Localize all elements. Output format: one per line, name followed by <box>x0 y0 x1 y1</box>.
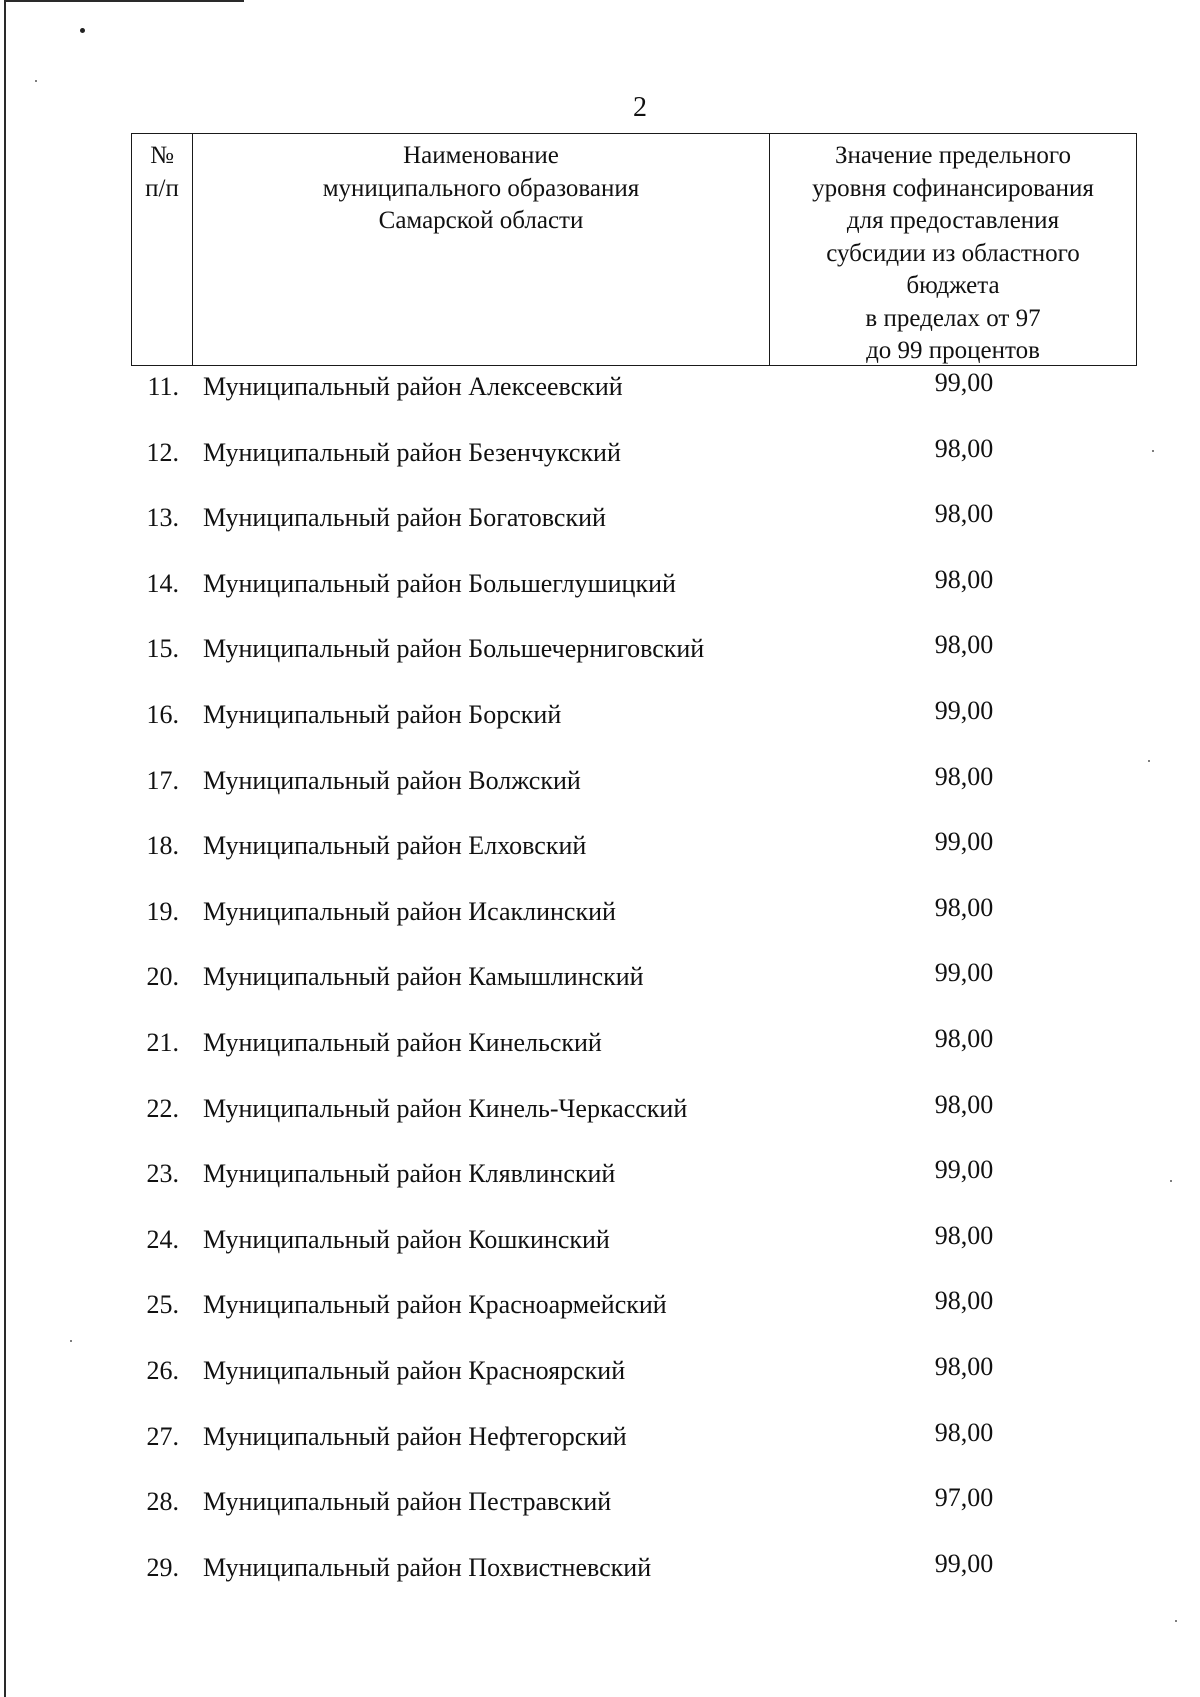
table-row <box>131 954 1137 1020</box>
row-number: 17. <box>146 765 179 795</box>
row-number: 13. <box>146 503 179 533</box>
scan-speck <box>1148 760 1150 762</box>
row-municipality-name: Муниципальный район Большеглушицкий <box>203 568 676 598</box>
table-row <box>131 1217 1137 1283</box>
table-row <box>131 1545 1137 1611</box>
header-line: уровня софинансирования <box>812 174 1094 202</box>
row-number: 12. <box>146 437 179 467</box>
row-municipality-name: Муниципальный район Кинельский <box>203 1027 602 1057</box>
row-number: 16. <box>146 699 179 729</box>
table-row <box>131 692 1137 758</box>
header-line: Значение предельного <box>834 142 1072 169</box>
page-top-edge <box>4 0 244 2</box>
row-municipality-name: Муниципальный район Клявлинский <box>203 1159 616 1189</box>
table-row <box>131 495 1137 561</box>
row-number: 15. <box>146 634 179 664</box>
table-row <box>131 364 1137 430</box>
row-number: 28. <box>146 1487 179 1517</box>
scan-speck <box>1152 450 1154 452</box>
table-row <box>131 1348 1137 1414</box>
row-cofinancing-value: 99,00 <box>934 1548 994 1578</box>
scan-speck <box>70 1340 72 1342</box>
row-cofinancing-value: 98,00 <box>934 564 994 594</box>
row-number: 19. <box>146 896 179 926</box>
table-row <box>131 1282 1137 1348</box>
table-row <box>131 1151 1137 1217</box>
header-line: Самарской области <box>378 207 584 234</box>
header-line: № <box>150 142 174 169</box>
table-row <box>131 430 1137 496</box>
row-cofinancing-value: 98,00 <box>934 1417 994 1447</box>
row-number: 24. <box>146 1224 179 1254</box>
table-row <box>131 823 1137 889</box>
row-municipality-name: Муниципальный район Алексеевский <box>203 372 623 401</box>
table-body <box>131 364 1137 1610</box>
row-municipality-name: Муниципальный район Красноярский <box>203 1355 626 1385</box>
row-number: 29. <box>146 1552 179 1582</box>
row-number: 22. <box>146 1093 179 1123</box>
row-number: 26. <box>146 1355 179 1385</box>
table-row <box>131 561 1137 627</box>
row-cofinancing-value: 99,00 <box>934 958 994 988</box>
header-col-value <box>770 134 1136 365</box>
row-cofinancing-value: 98,00 <box>934 761 994 791</box>
scan-speck <box>35 80 37 82</box>
scan-speck <box>1170 1180 1172 1182</box>
header-line: бюджета <box>906 272 1000 299</box>
row-cofinancing-value: 98,00 <box>934 499 994 529</box>
header-line: Наименование <box>403 142 559 169</box>
row-municipality-name: Муниципальный район Красноармейский <box>203 1290 667 1320</box>
table-row <box>131 1414 1137 1480</box>
row-municipality-name: Муниципальный район Богатовский <box>203 503 606 533</box>
table-row <box>131 626 1137 692</box>
header-line: субсидии из областного <box>826 239 1080 267</box>
table-row <box>131 1479 1137 1545</box>
row-municipality-name: Муниципальный район Пестравский <box>203 1487 612 1517</box>
row-cofinancing-value: 99,00 <box>934 827 994 857</box>
row-cofinancing-value: 99,00 <box>934 695 994 725</box>
row-number: 20. <box>146 962 179 992</box>
row-number: 25. <box>146 1290 179 1320</box>
row-municipality-name: Муниципальный район Елховский <box>203 831 587 861</box>
row-municipality-name: Муниципальный район Кошкинский <box>203 1224 610 1254</box>
table-row <box>131 889 1137 955</box>
row-municipality-name: Муниципальный район Волжский <box>203 765 581 795</box>
row-municipality-name: Муниципальный район Кинель-Черкасский <box>203 1093 688 1123</box>
row-number: 23. <box>146 1159 179 1189</box>
row-cofinancing-value: 98,00 <box>934 1351 994 1381</box>
row-number: 27. <box>146 1421 179 1451</box>
row-number: 14. <box>146 568 179 598</box>
row-number: 11. <box>147 372 179 401</box>
page-number: 2 <box>633 92 647 123</box>
row-municipality-name: Муниципальный район Нефтегорский <box>203 1421 627 1451</box>
page-left-edge <box>4 0 6 1697</box>
table-row <box>131 758 1137 824</box>
row-municipality-name: Муниципальный район Большечерниговский <box>203 634 705 664</box>
row-cofinancing-value: 97,00 <box>934 1483 994 1513</box>
header-col-name <box>193 134 770 365</box>
scan-speck <box>1175 1620 1177 1622</box>
header-col-number <box>132 134 193 365</box>
row-cofinancing-value: 99,00 <box>934 1155 994 1185</box>
row-number: 21. <box>146 1027 179 1057</box>
row-municipality-name: Муниципальный район Безенчукский <box>203 437 621 467</box>
row-cofinancing-value: 98,00 <box>934 1220 994 1250</box>
row-cofinancing-value: 98,00 <box>934 630 994 660</box>
header-line: для предоставления <box>846 207 1060 234</box>
table-row <box>131 1020 1137 1086</box>
row-cofinancing-value: 98,00 <box>934 1089 994 1119</box>
scan-speck <box>80 28 85 33</box>
row-municipality-name: Муниципальный район Борский <box>203 699 562 729</box>
row-municipality-name: Муниципальный район Похвистневский <box>203 1552 652 1582</box>
header-line: п/п <box>145 174 179 202</box>
header-line: в пределах от 97 <box>865 304 1041 332</box>
row-cofinancing-value: 99,00 <box>934 368 994 397</box>
row-cofinancing-value: 98,00 <box>934 1286 994 1316</box>
row-cofinancing-value: 98,00 <box>934 433 994 463</box>
table-header <box>131 133 1137 366</box>
row-cofinancing-value: 98,00 <box>934 1023 994 1053</box>
row-cofinancing-value: 98,00 <box>934 892 994 922</box>
table-row <box>131 1086 1137 1152</box>
row-number: 18. <box>146 831 179 861</box>
header-line: муниципального образования <box>322 174 640 202</box>
row-municipality-name: Муниципальный район Камышлинский <box>203 962 644 992</box>
row-municipality-name: Муниципальный район Исаклинский <box>203 896 616 926</box>
header-line: до 99 процентов <box>866 337 1040 364</box>
